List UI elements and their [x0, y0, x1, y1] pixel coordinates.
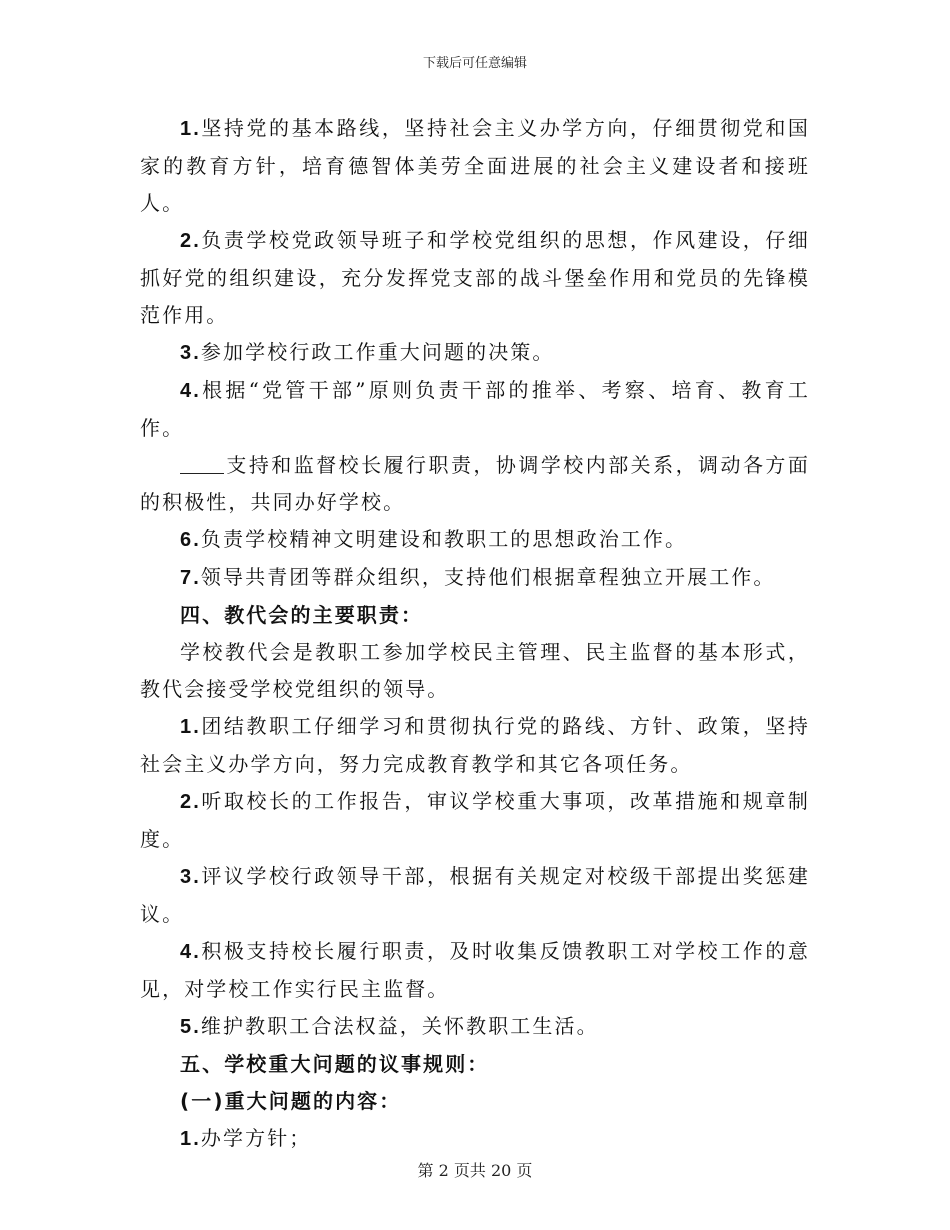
item-number: 1. [180, 716, 201, 738]
paragraph-party-7 [140, 559, 810, 597]
paragraph-party-6 [140, 521, 810, 559]
paragraph-text: 团结教职工仔细学习和贯彻执行党的路线、方针、政策，坚持社会主义办学方向，努力完成教育教学和其它各项任务。 [140, 714, 810, 776]
paragraph-congress-2 [140, 783, 810, 858]
paragraph-text: 办学方针； [200, 1126, 312, 1150]
paragraph-text: 积极支持校长履行职责，及时收集反馈教职工对学校工作的意见，对学校工作实行民主监督。 [140, 939, 810, 1001]
item-number: 2. [180, 791, 201, 813]
paragraph-congress-5 [140, 1008, 810, 1046]
item-number: 1. [180, 118, 201, 140]
item-number: 3. [180, 342, 201, 364]
paragraph-rules-1 [140, 1120, 810, 1158]
paragraph-text: 维护教职工合法权益，关怀教职工生活。 [200, 1014, 599, 1038]
paragraph-text: 支持和监督校长履行职责，协调学校内部关系，调动各方面的积极性，共同办好学校。 [140, 453, 810, 514]
item-number: 2. [180, 230, 201, 252]
section-heading-4: 四、教代会的主要职责： [180, 603, 424, 627]
item-number: 1. [180, 1128, 201, 1150]
page-header: 下载后可任意编辑 [422, 56, 527, 71]
paragraph-party-3 [140, 334, 810, 372]
paragraph-congress-3 [140, 858, 810, 933]
blank-underline [180, 453, 224, 474]
item-number: 4. [180, 941, 201, 963]
paragraph-congress-4 [140, 933, 810, 1008]
item-number: 3. [180, 866, 201, 888]
document-body [140, 110, 810, 1158]
section-heading-5: 五、学校重大问题的议事规则： [180, 1052, 490, 1076]
page-footer: 第 2 页共 20 页 [417, 1161, 533, 1180]
paragraph-text: 根据“党管干部”原则负责干部的推举、考察、培育、教育工作。 [140, 378, 810, 440]
paragraph-text: 参加学校行政工作重大问题的决策。 [200, 340, 555, 364]
paragraph-text: 评议学校行政领导干部，根据有关规定对校级干部提出奖惩建议。 [140, 864, 810, 926]
item-number: 5. [180, 1016, 201, 1038]
item-number: 7. [180, 567, 201, 589]
item-number: 6. [180, 529, 201, 551]
paragraph-congress-1 [140, 708, 810, 783]
paragraph-party-5 [140, 447, 810, 521]
paragraph-party-4 [140, 372, 810, 447]
paragraph-text: 负责学校党政领导班子和学校党组织的思想，作风建设，仔细抓好党的组织建设，充分发挥党支部的战斗堡垒作用和党员的先锋模范作用。 [140, 228, 810, 327]
item-number: 4. [180, 380, 201, 402]
paragraph-party-2 [140, 222, 810, 334]
subsection-heading-1: (一)重大问题的内容： [180, 1089, 402, 1113]
paragraph-party-1 [140, 110, 810, 222]
paragraph-text: 负责学校精神文明建设和教职工的思想政治工作。 [200, 527, 688, 551]
paragraph-congress-intro: 学校教代会是教职工参加学校民主管理、民主监督的基本形式，教代会接受学校党组织的领导。 [140, 640, 810, 701]
paragraph-text: 领导共青团等群众组织，支持他们根据章程独立开展工作。 [200, 565, 776, 589]
paragraph-text: 坚持党的基本路线，坚持社会主义办学方向，仔细贯彻党和国家的教育方针，培育德智体美劳全面进展的社会主义建设者和接班人。 [140, 116, 810, 215]
paragraph-text: 听取校长的工作报告，审议学校重大事项，改革措施和规章制度。 [140, 789, 810, 851]
